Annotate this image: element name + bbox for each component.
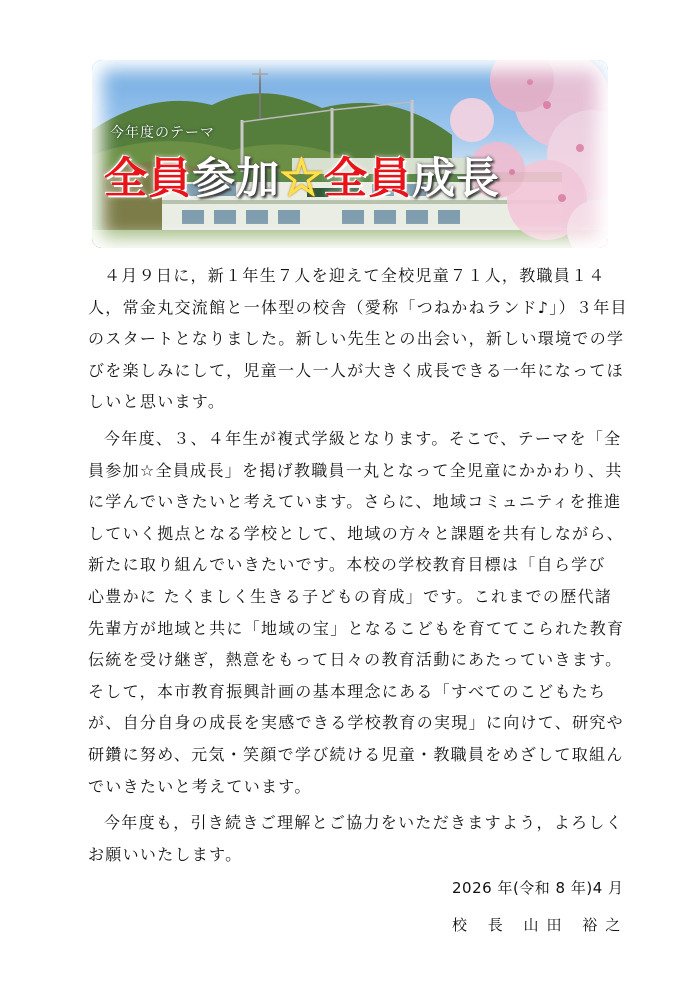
paragraph-theme: 今年度、３、４年生が複式学級となります。そこで、テーマを「全員参加☆全員成長」を掲げ教職員一丸となって全児童にかかわり、共に学んでいきたいと考えています。さらに、地域コミュニティを推進していく拠点となる学校として、地域の方々と課題を共有しながら、新たに取り組んでいきたいです。本校の学校教育目標は「自ら学び 心豊かに たくましく生きる子どもの育成」です。これまでの歴代諸先輩方が地域と共に「地域の宝」となるこどもを育ててこられた教育伝統を受け継ぎ，熱意をもって日々の教育活動にあたっていきます。そして，本市教育振興計画の基本理念にある「すべてのこどもたちが、自分自身の成長を実感できる学校教育の実現」に向けて、研究や研鑽に努め、元気・笑顔で学び続ける児童・教職員をめざして取組んでいきたいと考えています。 [88, 428, 625, 796]
paragraph-greeting: ４月９日に，新１年生７人を迎えて全校児童７１人，教職員１４人，常金丸交流館と一体型の校舎（愛称「つねかねランド♪」）３年目のスタートとなりました。新しい先生との出会い，新しい環境での学びを楽しみにして，児童一人一人が大きく成長できる一年になってほしいと思います。 [88, 266, 628, 412]
theme-title-part-1: 全員 [104, 154, 192, 204]
theme-label: 今年度のテーマ [110, 125, 215, 141]
paragraph-closing: 今年度も，引き続きご理解とご協力をいただきますよう，よろしくお願いいたします。 [88, 813, 624, 864]
theme-title-part-3: 全員 [324, 154, 412, 204]
principal-signature: 校 長 山田 裕之 [452, 916, 629, 934]
theme-title-part-4: 成長 [412, 154, 500, 204]
issue-date: 2026 年(令和 8 年)4 月 [452, 879, 624, 897]
theme-title-part-2: 参加 [192, 154, 280, 204]
letter-body [88, 260, 628, 875]
theme-title [104, 154, 500, 204]
star-icon: ☆ [280, 154, 324, 204]
